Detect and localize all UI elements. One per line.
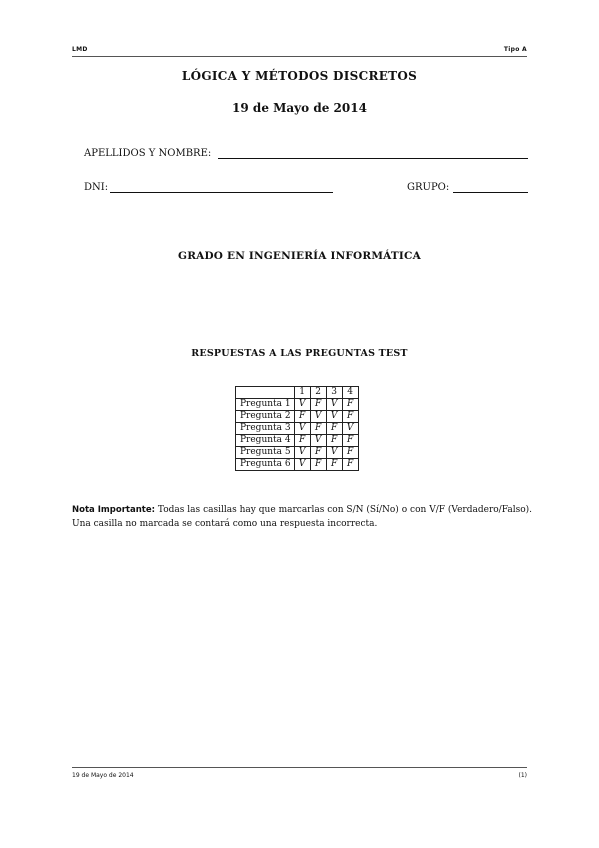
footer-date: 19 de Mayo de 2014 bbox=[72, 772, 134, 779]
question-label: Pregunta 4 bbox=[236, 435, 295, 447]
question-label: Pregunta 3 bbox=[236, 423, 295, 435]
column-header: 1 bbox=[294, 387, 310, 399]
answer-cell[interactable]: V bbox=[326, 399, 342, 411]
question-label: Pregunta 5 bbox=[236, 447, 295, 459]
name-field-label: APELLIDOS Y NOMBRE: bbox=[84, 148, 212, 159]
answer-cell[interactable]: F bbox=[326, 423, 342, 435]
answer-cell[interactable]: F bbox=[326, 459, 342, 471]
group-field-line[interactable] bbox=[453, 192, 528, 193]
answer-row bbox=[236, 447, 359, 459]
header-exam-type: Tipo A bbox=[503, 46, 527, 53]
answer-row bbox=[236, 423, 359, 435]
note-label: Nota Importante: bbox=[72, 505, 155, 515]
important-note bbox=[72, 503, 532, 531]
dni-field-label: DNI: bbox=[84, 182, 109, 193]
answer-cell[interactable]: V bbox=[342, 423, 358, 435]
answer-cell[interactable]: V bbox=[294, 423, 310, 435]
answer-row bbox=[236, 399, 359, 411]
answers-corner-cell bbox=[236, 387, 295, 399]
answer-cell[interactable]: F bbox=[310, 399, 326, 411]
dni-field-line[interactable] bbox=[110, 192, 333, 193]
exam-title: LÓGICA Y MÉTODOS DISCRETOS bbox=[181, 69, 418, 83]
column-header: 4 bbox=[342, 387, 358, 399]
answer-row bbox=[236, 459, 359, 471]
question-label: Pregunta 1 bbox=[236, 399, 295, 411]
answer-cell[interactable]: V bbox=[294, 447, 310, 459]
test-answers-title: RESPUESTAS A LAS PREGUNTAS TEST bbox=[191, 348, 408, 359]
answers-table bbox=[235, 386, 359, 471]
answer-row bbox=[236, 411, 359, 423]
header-course-code: LMD bbox=[72, 46, 88, 53]
answer-cell[interactable]: F bbox=[294, 435, 310, 447]
answer-cell[interactable]: F bbox=[310, 423, 326, 435]
header-rule bbox=[72, 56, 527, 57]
answers-header-row bbox=[236, 387, 359, 399]
answer-row bbox=[236, 435, 359, 447]
footer-rule bbox=[72, 767, 527, 768]
answer-cell[interactable]: F bbox=[310, 459, 326, 471]
answer-cell[interactable]: V bbox=[310, 411, 326, 423]
answer-cell[interactable]: F bbox=[294, 411, 310, 423]
answer-cell[interactable]: F bbox=[326, 435, 342, 447]
exam-date: 19 de Mayo de 2014 bbox=[232, 101, 367, 115]
column-header: 3 bbox=[326, 387, 342, 399]
group-field-label: GRUPO: bbox=[407, 182, 450, 193]
footer-page-number: (1) bbox=[518, 772, 527, 779]
answer-cell[interactable]: F bbox=[310, 447, 326, 459]
answer-cell[interactable]: F bbox=[342, 411, 358, 423]
question-label: Pregunta 6 bbox=[236, 459, 295, 471]
answer-cell[interactable]: V bbox=[310, 435, 326, 447]
answer-cell[interactable]: F bbox=[342, 459, 358, 471]
answer-cell[interactable]: V bbox=[294, 459, 310, 471]
answer-cell[interactable]: F bbox=[342, 399, 358, 411]
answer-cell[interactable]: F bbox=[342, 435, 358, 447]
column-header: 2 bbox=[310, 387, 326, 399]
answer-cell[interactable]: V bbox=[294, 399, 310, 411]
answer-cell[interactable]: V bbox=[326, 447, 342, 459]
name-field-line[interactable] bbox=[218, 158, 528, 159]
answer-cell[interactable]: F bbox=[342, 447, 358, 459]
question-label: Pregunta 2 bbox=[236, 411, 295, 423]
answer-cell[interactable]: V bbox=[326, 411, 342, 423]
degree-title: GRADO EN INGENIERÍA INFORMÁTICA bbox=[178, 250, 421, 262]
note-text: Todas las casillas hay que marcarlas con S/N (Sí/No) o con V/F (Verdadero/Falso). Una casilla no marcada se contará como una respuesta incorrecta. bbox=[72, 505, 532, 529]
